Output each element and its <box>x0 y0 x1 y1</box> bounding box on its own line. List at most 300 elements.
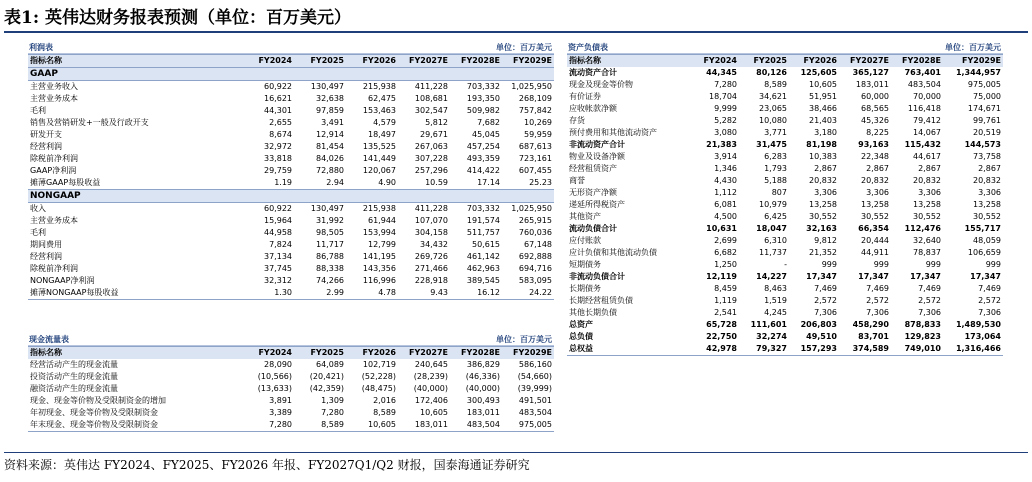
value-cell: 2,655 <box>269 118 292 127</box>
value-cell: 10,605 <box>346 419 398 432</box>
row-label: 主营业务成本 <box>30 94 78 103</box>
year-header-cell: FY2028E <box>450 347 502 360</box>
value-cell: 135,525 <box>362 142 396 151</box>
value-cell: 1,025,950 <box>511 82 552 91</box>
table-row <box>567 91 1003 103</box>
value-cell: 8,459 <box>714 284 737 293</box>
value-cell: 307,228 <box>414 154 448 163</box>
value-cell: 106,659 <box>967 248 1001 257</box>
value-cell: 98,505 <box>316 228 344 237</box>
table-row <box>28 141 554 153</box>
value-cell: 13,258 <box>913 200 941 209</box>
value-cell: 129,823 <box>904 332 941 341</box>
balance-sheet-unit: 单位：百万美元 <box>945 43 1001 52</box>
value-cell: 31,992 <box>316 216 344 225</box>
value-cell: 3,491 <box>321 118 344 127</box>
value-cell: 10,269 <box>524 118 552 127</box>
value-cell: 17,347 <box>970 272 1001 281</box>
year-header-cell: FY2024 <box>689 55 739 68</box>
value-cell: 10,631 <box>706 224 737 233</box>
value-cell: 116,996 <box>362 276 396 285</box>
row-label: 期间费用 <box>30 240 62 249</box>
value-cell: 108,681 <box>414 94 448 103</box>
value-cell: 21,403 <box>809 116 837 125</box>
value-cell: 25.23 <box>529 178 552 187</box>
value-cell: 32,274 <box>756 332 787 341</box>
value-cell: 17,347 <box>858 272 889 281</box>
header-label-cell: 指标名称 <box>567 55 689 68</box>
value-cell: 3,306 <box>866 188 889 197</box>
value-cell: 30,552 <box>973 212 1001 221</box>
balance-sheet-header <box>567 41 1003 54</box>
year-header-cell: FY2025 <box>739 55 789 68</box>
value-cell: 86,788 <box>316 252 344 261</box>
value-cell: 49,510 <box>806 332 837 341</box>
value-cell: 5,812 <box>425 118 448 127</box>
value-cell: 7,306 <box>918 308 941 317</box>
value-cell: 7,469 <box>866 284 889 293</box>
row-label: 毛利 <box>30 106 46 115</box>
value-cell: 1,316,466 <box>943 343 1003 356</box>
value-cell: 7,469 <box>978 284 1001 293</box>
row-label: 长期债务 <box>569 284 601 293</box>
value-cell: 88,338 <box>316 264 344 273</box>
title-divider <box>4 31 1028 33</box>
value-cell: 2,572 <box>866 296 889 305</box>
value-cell: 20,832 <box>809 176 837 185</box>
source-note: 资料来源：英伟达 FY2024、FY2025、FY2026 年报、FY2027Q1/Q2 财报，国泰海通证券研究 <box>4 458 530 472</box>
table-row <box>28 359 554 371</box>
value-cell: (48,475) <box>361 384 396 393</box>
table-row <box>567 151 1003 163</box>
value-cell: 6,682 <box>714 248 737 257</box>
value-cell: 4,245 <box>764 308 787 317</box>
value-cell: 21,383 <box>706 140 737 149</box>
row-label: 经营利润 <box>30 142 62 151</box>
value-cell: 411,228 <box>414 82 448 91</box>
value-cell: 240,645 <box>414 360 448 369</box>
value-cell: 374,589 <box>839 343 891 356</box>
value-cell: 10,605 <box>809 80 837 89</box>
row-label: 总负债 <box>569 332 593 341</box>
value-cell: 975,005 <box>502 419 554 432</box>
value-cell: 457,254 <box>466 142 500 151</box>
cash-flow-unit: 单位：百万美元 <box>496 335 552 344</box>
value-cell: 1,346 <box>714 164 737 173</box>
value-cell: 11,737 <box>759 248 787 257</box>
row-label: 总资产 <box>569 320 593 329</box>
value-cell: 10.59 <box>425 178 448 187</box>
table-row <box>28 275 554 287</box>
income-statement-header <box>28 41 554 54</box>
table-row <box>28 371 554 383</box>
table-row <box>567 319 1003 331</box>
value-cell: 2.99 <box>294 287 346 300</box>
value-cell: 607,455 <box>518 166 552 175</box>
value-cell: 16.12 <box>450 287 502 300</box>
row-label: 经营活动产生的现金流量 <box>30 360 118 369</box>
value-cell: 999 <box>985 260 1001 269</box>
value-cell: 111,601 <box>750 320 787 329</box>
row-label: 递延所得税资产 <box>569 200 625 209</box>
value-cell: 81,454 <box>316 142 344 151</box>
row-label: 毛利 <box>30 228 46 237</box>
row-label: 摊薄NONGAAP每股收益 <box>28 287 242 300</box>
year-header-cell: FY2027E <box>839 55 891 68</box>
value-cell: 414,422 <box>466 166 500 175</box>
row-label: 经营利润 <box>30 252 62 261</box>
value-cell: 14,067 <box>913 128 941 137</box>
row-label: GAAP净利润 <box>30 166 77 175</box>
value-cell: 4,579 <box>373 118 396 127</box>
value-cell: 215,938 <box>362 82 396 91</box>
value-cell: 9.43 <box>398 287 450 300</box>
value-cell: 1,119 <box>714 296 737 305</box>
value-cell: 302,547 <box>414 106 448 115</box>
table-row <box>567 199 1003 211</box>
value-cell: 83,701 <box>858 332 889 341</box>
table-row <box>28 251 554 263</box>
income-statement-title: 利润表 <box>29 43 53 52</box>
value-cell: 10,383 <box>809 152 837 161</box>
cash-flow-title: 现金流量表 <box>29 335 69 344</box>
table-row <box>28 105 554 117</box>
value-cell: 723,161 <box>518 154 552 163</box>
table-row <box>28 419 554 432</box>
value-cell: 7,469 <box>814 284 837 293</box>
value-cell: 45,045 <box>472 130 500 139</box>
row-label: 非流动资产合计 <box>569 140 625 149</box>
value-cell: 97,859 <box>316 106 344 115</box>
value-cell: 30,552 <box>809 212 837 221</box>
table-header-row <box>28 55 554 68</box>
table-header-row <box>567 55 1003 68</box>
value-cell: 75,000 <box>973 92 1001 101</box>
row-label: 应付账款 <box>569 236 601 245</box>
value-cell: 511,757 <box>466 228 500 237</box>
table-row <box>567 67 1003 79</box>
table-row <box>28 383 554 395</box>
value-cell: (52,228) <box>361 372 396 381</box>
table-row <box>567 103 1003 115</box>
value-cell: 257,296 <box>414 166 448 175</box>
table-header-row <box>28 347 554 360</box>
value-cell: 7,280 <box>714 80 737 89</box>
value-cell: 42,978 <box>689 343 739 356</box>
value-cell: 10,979 <box>759 200 787 209</box>
table-row <box>567 115 1003 127</box>
row-label: 投资活动产生的现金流量 <box>30 372 118 381</box>
value-cell: (46,336) <box>465 372 500 381</box>
value-cell: 411,228 <box>414 204 448 213</box>
table-row <box>28 81 554 94</box>
table-row <box>567 271 1003 283</box>
value-cell: 1,489,530 <box>955 320 1001 329</box>
row-label: 除税前净利润 <box>30 264 78 273</box>
value-cell: 483,504 <box>518 408 552 417</box>
value-cell: 32,163 <box>806 224 837 233</box>
value-cell: 64,089 <box>316 360 344 369</box>
value-cell: 17,347 <box>910 272 941 281</box>
value-cell: 44,911 <box>861 248 889 257</box>
row-label: 现金及现金等价物 <box>569 80 633 89</box>
value-cell: 999 <box>821 260 837 269</box>
value-cell: 44,958 <box>264 228 292 237</box>
value-cell: 999 <box>873 260 889 269</box>
table-row <box>567 175 1003 187</box>
table-row <box>28 203 554 216</box>
table-row <box>567 295 1003 307</box>
value-cell: 144,573 <box>964 140 1001 149</box>
value-cell: 7,306 <box>866 308 889 317</box>
value-cell: 62,475 <box>368 94 396 103</box>
year-header-cell: FY2024 <box>242 55 294 68</box>
value-cell: 1,519 <box>764 296 787 305</box>
value-cell: 59,959 <box>524 130 552 139</box>
table-row <box>567 187 1003 199</box>
value-cell: 1,112 <box>714 188 737 197</box>
value-cell: (39,999) <box>517 384 552 393</box>
value-cell: 10,080 <box>759 116 787 125</box>
year-header-cell: FY2027E <box>398 347 450 360</box>
value-cell: 193,350 <box>466 94 500 103</box>
value-cell: 228,918 <box>414 276 448 285</box>
value-cell: - <box>784 260 787 269</box>
value-cell: 29,759 <box>264 166 292 175</box>
year-header-cell: FY2025 <box>294 55 346 68</box>
row-label: 主营业务收入 <box>30 82 78 91</box>
table-row <box>567 223 1003 235</box>
value-cell: 116,418 <box>907 104 941 113</box>
value-cell: 458,290 <box>852 320 889 329</box>
value-cell: 81,198 <box>806 140 837 149</box>
value-cell: 51,951 <box>809 92 837 101</box>
value-cell: 3,771 <box>764 128 787 137</box>
value-cell: 3,306 <box>814 188 837 197</box>
value-cell: 5,188 <box>764 176 787 185</box>
value-cell: 7,824 <box>269 240 292 249</box>
table-row <box>28 177 554 190</box>
value-cell: 155,717 <box>964 224 1001 233</box>
value-cell: 749,010 <box>891 343 943 356</box>
table-row <box>28 395 554 407</box>
value-cell: 2.94 <box>326 178 344 187</box>
table-row <box>28 239 554 251</box>
value-cell: 493,359 <box>466 154 500 163</box>
value-cell: (20,421) <box>309 372 344 381</box>
value-cell: 215,938 <box>362 204 396 213</box>
value-cell: 13,258 <box>973 200 1001 209</box>
row-label: 流动资产合计 <box>569 68 617 77</box>
value-cell: 20,519 <box>973 128 1001 137</box>
table-row <box>28 215 554 227</box>
value-cell: 34,432 <box>420 240 448 249</box>
table-row <box>567 259 1003 271</box>
balance-sheet-title: 资产负债表 <box>568 43 608 52</box>
row-label: 非流动负债合计 <box>569 272 625 281</box>
value-cell: 60,922 <box>264 82 292 91</box>
table-row <box>28 153 554 165</box>
value-cell: 389,545 <box>466 276 500 285</box>
value-cell: (28,239) <box>413 372 448 381</box>
value-cell: 29,671 <box>420 130 448 139</box>
value-cell: 7,306 <box>978 308 1001 317</box>
value-cell: (42,359) <box>309 384 344 393</box>
value-cell: 13,258 <box>809 200 837 209</box>
table-row <box>567 343 1003 356</box>
value-cell: 32,312 <box>264 276 292 285</box>
value-cell: 300,493 <box>466 396 500 405</box>
value-cell: 183,011 <box>398 419 450 432</box>
value-cell: 20,832 <box>913 176 941 185</box>
value-cell: 268,109 <box>518 94 552 103</box>
value-cell: 23,065 <box>759 104 787 113</box>
value-cell: 2,541 <box>714 308 737 317</box>
row-label: 预付费用和其他流动资产 <box>569 128 657 137</box>
row-label: 流动负债合计 <box>569 224 617 233</box>
table-row <box>567 211 1003 223</box>
value-cell: 483,504 <box>907 80 941 89</box>
value-cell: 4,500 <box>714 212 737 221</box>
value-cell: 9,999 <box>714 104 737 113</box>
row-label: 其他资产 <box>569 212 601 221</box>
value-cell: 66,354 <box>858 224 889 233</box>
row-label: 短期债务 <box>569 260 601 269</box>
value-cell: 20,444 <box>861 236 889 245</box>
value-cell: 13,258 <box>861 200 889 209</box>
value-cell: 462,963 <box>466 264 500 273</box>
row-label: 主营业务成本 <box>30 216 78 225</box>
table-row <box>28 287 554 300</box>
value-cell: 72,880 <box>316 166 344 175</box>
value-cell: 30,552 <box>861 212 889 221</box>
value-cell: (13,633) <box>257 384 292 393</box>
value-cell: 975,005 <box>967 80 1001 89</box>
income-statement-table <box>28 54 554 300</box>
value-cell: 22,348 <box>861 152 889 161</box>
table-row <box>567 127 1003 139</box>
cash-flow-panel <box>28 333 554 432</box>
value-cell: 191,574 <box>466 216 500 225</box>
value-cell: 807 <box>771 188 787 197</box>
value-cell: 586,160 <box>518 360 552 369</box>
value-cell: 143,356 <box>362 264 396 273</box>
value-cell: 12,119 <box>706 272 737 281</box>
value-cell: 31,475 <box>756 140 787 149</box>
value-cell: 269,726 <box>414 252 448 261</box>
value-cell: 703,332 <box>466 204 500 213</box>
row-label: 现金、现金等价物及受限制资金的增加 <box>30 396 166 405</box>
value-cell: 153,463 <box>362 106 396 115</box>
table-row <box>567 247 1003 259</box>
value-cell: 38,466 <box>809 104 837 113</box>
value-cell: 17,347 <box>806 272 837 281</box>
year-header-cell: FY2028E <box>450 55 502 68</box>
value-cell: 3,914 <box>714 152 737 161</box>
value-cell: (54,660) <box>517 372 552 381</box>
value-cell: 102,719 <box>362 360 396 369</box>
value-cell: 694,716 <box>518 264 552 273</box>
value-cell: 79,412 <box>913 116 941 125</box>
value-cell: 583,095 <box>518 276 552 285</box>
value-cell: 687,613 <box>518 142 552 151</box>
header-label-cell: 指标名称 <box>28 55 242 68</box>
value-cell: 2,867 <box>866 164 889 173</box>
value-cell: 6,081 <box>714 200 737 209</box>
value-cell: 15,964 <box>264 216 292 225</box>
row-label: 年末现金、现金等价物及受限制资金 <box>28 419 242 432</box>
value-cell: 173,064 <box>964 332 1001 341</box>
value-cell: 20,832 <box>973 176 1001 185</box>
value-cell: 1.19 <box>274 178 292 187</box>
year-header-cell: FY2025 <box>294 347 346 360</box>
value-cell: 79,327 <box>739 343 789 356</box>
cash-flow-table <box>28 346 554 432</box>
value-cell: 2,572 <box>978 296 1001 305</box>
value-cell: 6,283 <box>764 152 787 161</box>
value-cell: 8,589 <box>764 80 787 89</box>
value-cell: 3,306 <box>978 188 1001 197</box>
value-cell: 8,674 <box>269 130 292 139</box>
value-cell: 491,501 <box>518 396 552 405</box>
value-cell: 2,016 <box>373 396 396 405</box>
value-cell: 60,000 <box>861 92 889 101</box>
table-row <box>28 117 554 129</box>
value-cell: 3,080 <box>714 128 737 137</box>
value-cell: 271,466 <box>414 264 448 273</box>
value-cell: 33,818 <box>264 154 292 163</box>
value-cell: 61,944 <box>368 216 396 225</box>
value-cell: 48,059 <box>973 236 1001 245</box>
value-cell: 60,922 <box>264 204 292 213</box>
row-label: 收入 <box>30 204 46 213</box>
value-cell: 73,758 <box>973 152 1001 161</box>
value-cell: 5,282 <box>714 116 737 125</box>
page-title: 表1: 英伟达财务报表预测（单位：百万美元） <box>4 8 352 28</box>
value-cell: 6,425 <box>764 212 787 221</box>
value-cell: 703,332 <box>466 82 500 91</box>
value-cell: 32,972 <box>264 142 292 151</box>
value-cell: 112,476 <box>904 224 941 233</box>
value-cell: 22,750 <box>706 332 737 341</box>
value-cell: 99,761 <box>973 116 1001 125</box>
value-cell: 32,640 <box>913 236 941 245</box>
value-cell: 3,180 <box>814 128 837 137</box>
row-label: 其他长期负债 <box>569 308 617 317</box>
table-row <box>28 129 554 141</box>
row-label: 销售及营销研发+一般及行政开支 <box>30 118 149 127</box>
value-cell: 50,615 <box>472 240 500 249</box>
value-cell: 120,067 <box>362 166 396 175</box>
value-cell: 1,025,950 <box>511 204 552 213</box>
value-cell: 7,469 <box>918 284 941 293</box>
table-row <box>567 139 1003 151</box>
value-cell: 3,891 <box>269 396 292 405</box>
value-cell: 130,497 <box>310 204 344 213</box>
value-cell: 28,090 <box>264 360 292 369</box>
value-cell: 2,699 <box>714 236 737 245</box>
value-cell: 386,829 <box>466 360 500 369</box>
value-cell: 3,306 <box>918 188 941 197</box>
value-cell: 2,572 <box>814 296 837 305</box>
value-cell: 24.22 <box>502 287 554 300</box>
value-cell: (10,566) <box>257 372 292 381</box>
value-cell: 1,344,957 <box>955 68 1001 77</box>
year-header-cell: FY2028E <box>891 55 943 68</box>
value-cell: 183,011 <box>466 408 500 417</box>
value-cell: 11,717 <box>316 240 344 249</box>
value-cell: 125,605 <box>800 68 837 77</box>
